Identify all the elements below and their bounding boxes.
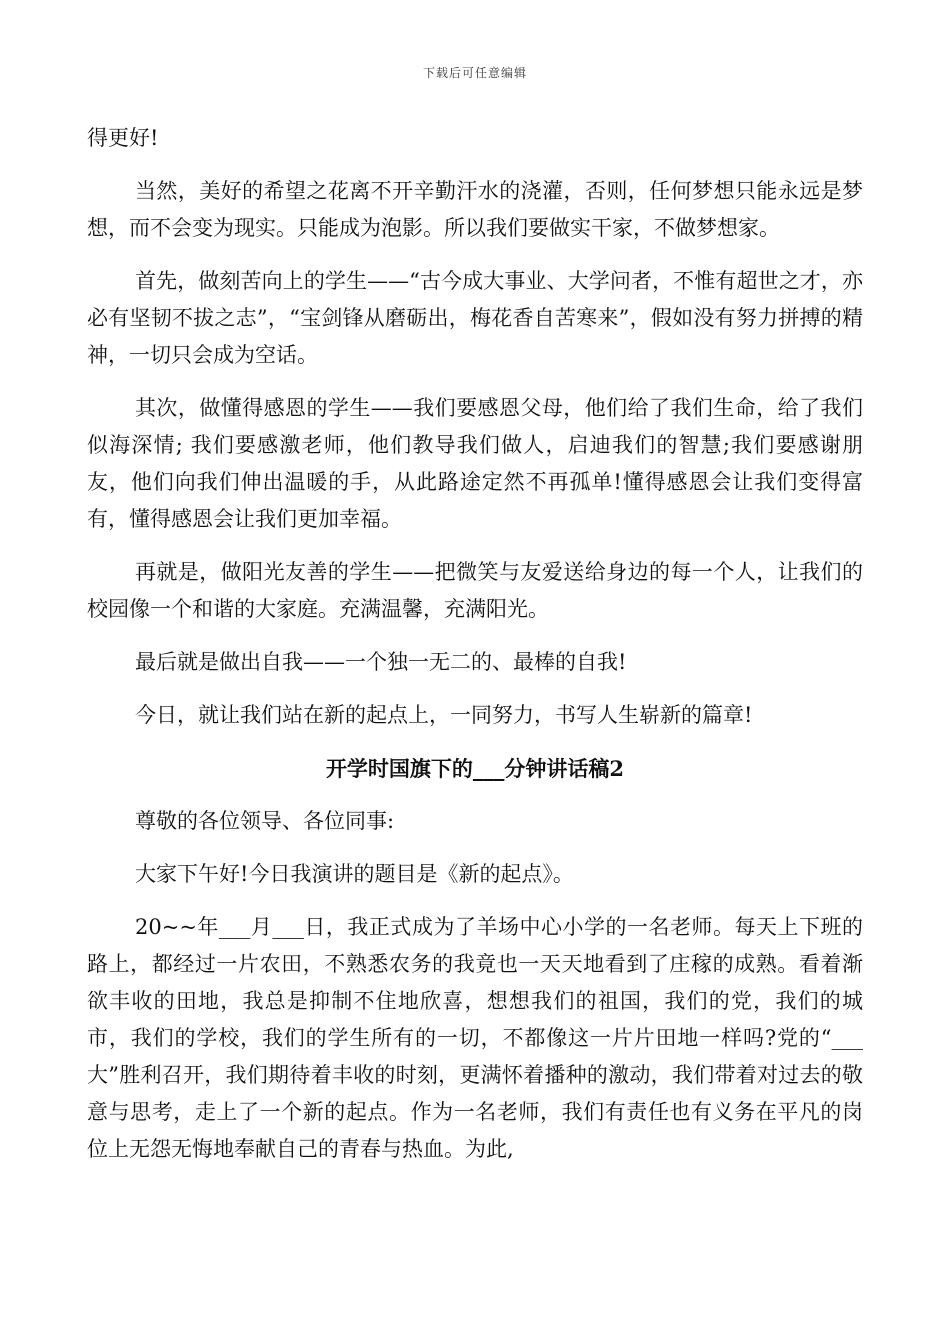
- paragraph: 20~~年___月___日，我正式成为了羊场中心小学的一名老师。每天上下班的路上，都经过一片农田，不熟悉农务的我竟也一天天地看到了庄稼的成熟。看着渐欲丰收的田地，我总是抑制不住地欣喜，想想我们的祖国，我们的党，我们的城市，我们的学校，我们的学生所有的一切，不都像这一片片田地一样吗?党的“___大”胜利召开，我们期待着丰收的时刻，更满怀着播种的激动，我们带着对过去的敬意与思考，走上了一个新的起点。作为一名老师，我们有责任也有义务在平凡的岗位上无怨无悔地奉献自己的青春与热血。为此,: [87, 915, 863, 1161]
- paragraph: 今日，就让我们站在新的起点上，一同努力，书写人生崭新的篇章!: [135, 703, 753, 727]
- document-body: [87, 120, 863, 1168]
- section-title: 开学时国旗下的___分钟讲话稿2: [325, 756, 625, 781]
- paragraph: 大家下午好!今日我演讲的题目是《新的起点》。: [135, 862, 574, 886]
- page-header: 下载后可任意编辑: [422, 66, 527, 80]
- paragraph: 最后就是做出自我——一个独一无二的、最棒的自我!: [135, 650, 627, 674]
- salutation: 尊敬的各位领导、各位同事:: [135, 809, 395, 833]
- paragraph: 再就是，做阳光友善的学生——把微笑与友爱送给身边的每一个人，让我们的校园像一个和谐的大家庭。充满温馨，充满阳光。: [87, 560, 863, 621]
- paragraph-continued: 得更好!: [87, 126, 159, 150]
- paragraph: 首先，做刻苦向上的学生——“古今成大事业、大学问者，不惟有超世之才，亦必有坚韧不拔之志”，“宝剑锋从磨砺出，梅花香自苦寒来”，假如没有努力拼搏的精神，一切只会成为空话。: [87, 269, 863, 367]
- paragraph: 当然，美好的希望之花离不开辛勤汗水的浇灌，否则，任何梦想只能永远是梦想，而不会变为现实。只能成为泡影。所以我们要做实干家，不做梦想家。: [87, 179, 863, 240]
- paragraph: 其次，做懂得感恩的学生——我们要感恩父母，他们给了我们生命，给了我们似海深情; 我们要感激老师，他们教导我们做人，启迪我们的智慧;我们要感谢朋友，他们向我们伸出温暖的手，从此路途定然不再孤单!懂得感恩会让我们变得富有，懂得感恩会让我们更加幸福。: [87, 396, 863, 531]
